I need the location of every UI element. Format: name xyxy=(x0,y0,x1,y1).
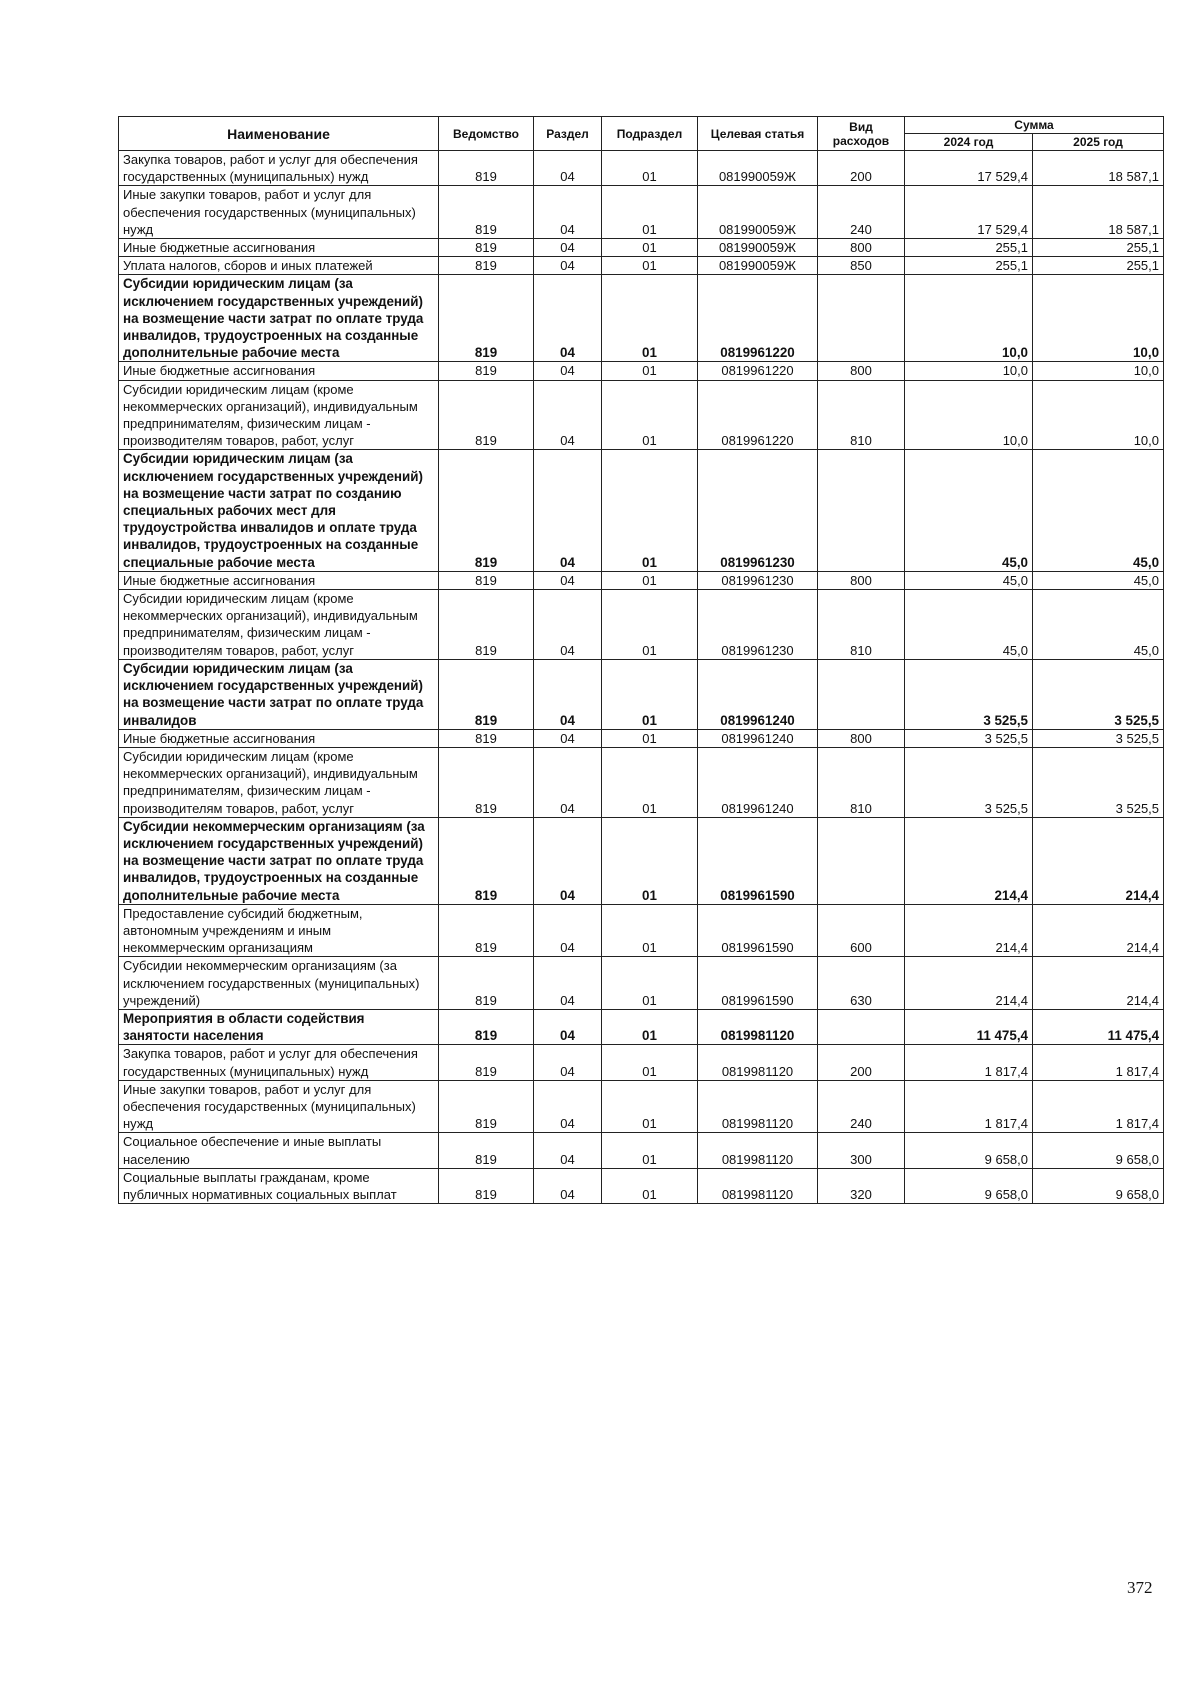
cell-sum-2025: 214,4 xyxy=(1033,904,1164,957)
cell-target-article: 0819961220 xyxy=(698,275,818,362)
table-row xyxy=(119,659,1164,729)
cell-subsection: 01 xyxy=(602,659,698,729)
header-name: Наименование xyxy=(119,117,439,151)
table-row xyxy=(119,257,1164,275)
cell-section: 04 xyxy=(534,1045,602,1080)
cell-sum-2024: 9 658,0 xyxy=(905,1168,1033,1203)
cell-name: Закупка товаров, работ и услуг для обеспечения государственных (муниципальных) нужд xyxy=(119,1045,439,1080)
table-row xyxy=(119,957,1164,1010)
cell-target-article: 0819981120 xyxy=(698,1168,818,1203)
cell-section: 04 xyxy=(534,450,602,571)
cell-section: 04 xyxy=(534,571,602,589)
cell-sum-2024: 45,0 xyxy=(905,590,1033,660)
cell-department: 819 xyxy=(439,380,534,450)
cell-expense-type: 200 xyxy=(818,151,905,186)
cell-expense-type: 200 xyxy=(818,1045,905,1080)
cell-name: Мероприятия в области содействия занятости населения xyxy=(119,1009,439,1044)
cell-target-article: 0819981120 xyxy=(698,1080,818,1133)
table-row xyxy=(119,1045,1164,1080)
cell-expense-type xyxy=(818,275,905,362)
cell-sum-2025: 214,4 xyxy=(1033,957,1164,1010)
cell-expense-type xyxy=(818,1009,905,1044)
cell-department: 819 xyxy=(439,1080,534,1133)
cell-target-article: 0819961230 xyxy=(698,571,818,589)
cell-target-article: 0819961240 xyxy=(698,747,818,817)
cell-expense-type: 810 xyxy=(818,590,905,660)
cell-expense-type: 800 xyxy=(818,239,905,257)
cell-expense-type: 630 xyxy=(818,957,905,1010)
cell-section: 04 xyxy=(534,151,602,186)
cell-name: Социальные выплаты гражданам, кроме публичных нормативных социальных выплат xyxy=(119,1168,439,1203)
cell-department: 819 xyxy=(439,957,534,1010)
cell-subsection: 01 xyxy=(602,747,698,817)
header-year-2025: 2025 год xyxy=(1033,134,1164,151)
cell-target-article: 0819961590 xyxy=(698,957,818,1010)
table-row xyxy=(119,275,1164,362)
cell-section: 04 xyxy=(534,239,602,257)
cell-expense-type xyxy=(818,450,905,571)
cell-section: 04 xyxy=(534,659,602,729)
cell-name: Субсидии юридическим лицам (кроме некоммерческих организаций), индивидуальным предпринимателям, физическим лицам - производителям товаров, работ, услуг xyxy=(119,590,439,660)
cell-name: Закупка товаров, работ и услуг для обеспечения государственных (муниципальных) нужд xyxy=(119,151,439,186)
cell-sum-2024: 255,1 xyxy=(905,257,1033,275)
cell-sum-2024: 214,4 xyxy=(905,957,1033,1010)
cell-department: 819 xyxy=(439,450,534,571)
cell-subsection: 01 xyxy=(602,257,698,275)
cell-name: Уплата налогов, сборов и иных платежей xyxy=(119,257,439,275)
cell-subsection: 01 xyxy=(602,571,698,589)
cell-subsection: 01 xyxy=(602,1045,698,1080)
cell-sum-2024: 1 817,4 xyxy=(905,1045,1033,1080)
table-row xyxy=(119,904,1164,957)
header-subsection: Подраздел xyxy=(602,117,698,151)
header-sum: Сумма xyxy=(905,117,1164,134)
table-row xyxy=(119,1133,1164,1168)
cell-section: 04 xyxy=(534,186,602,239)
cell-sum-2024: 45,0 xyxy=(905,450,1033,571)
cell-section: 04 xyxy=(534,729,602,747)
cell-section: 04 xyxy=(534,1009,602,1044)
cell-sum-2024: 17 529,4 xyxy=(905,186,1033,239)
table-row xyxy=(119,747,1164,817)
cell-sum-2024: 11 475,4 xyxy=(905,1009,1033,1044)
header-target-article: Целевая статья xyxy=(698,117,818,151)
cell-name: Иные бюджетные ассигнования xyxy=(119,571,439,589)
cell-sum-2025: 214,4 xyxy=(1033,817,1164,904)
cell-department: 819 xyxy=(439,186,534,239)
cell-department: 819 xyxy=(439,1045,534,1080)
cell-sum-2025: 18 587,1 xyxy=(1033,151,1164,186)
cell-sum-2025: 3 525,5 xyxy=(1033,729,1164,747)
cell-section: 04 xyxy=(534,1168,602,1203)
cell-subsection: 01 xyxy=(602,590,698,660)
cell-department: 819 xyxy=(439,257,534,275)
table-row xyxy=(119,380,1164,450)
header-department: Ведомство xyxy=(439,117,534,151)
cell-subsection: 01 xyxy=(602,1168,698,1203)
table-row xyxy=(119,151,1164,186)
cell-department: 819 xyxy=(439,817,534,904)
cell-sum-2025: 11 475,4 xyxy=(1033,1009,1164,1044)
cell-expense-type: 800 xyxy=(818,571,905,589)
cell-name: Субсидии юридическим лицам (за исключением государственных учреждений) на возмещение части затрат по оплате труда инвалидов, трудоустроенных на созданные дополнительные рабочие места xyxy=(119,275,439,362)
cell-expense-type: 800 xyxy=(818,362,905,380)
cell-section: 04 xyxy=(534,257,602,275)
cell-name: Иные бюджетные ассигнования xyxy=(119,362,439,380)
cell-expense-type: 810 xyxy=(818,380,905,450)
cell-target-article: 0819981120 xyxy=(698,1133,818,1168)
cell-target-article: 0819961590 xyxy=(698,904,818,957)
cell-subsection: 01 xyxy=(602,904,698,957)
table-row xyxy=(119,186,1164,239)
cell-name: Субсидии юридическим лицам (за исключением государственных учреждений) на возмещение части затрат по оплате труда инвалидов xyxy=(119,659,439,729)
cell-section: 04 xyxy=(534,362,602,380)
cell-sum-2025: 1 817,4 xyxy=(1033,1045,1164,1080)
cell-department: 819 xyxy=(439,1133,534,1168)
cell-sum-2024: 10,0 xyxy=(905,362,1033,380)
cell-expense-type: 300 xyxy=(818,1133,905,1168)
cell-target-article: 081990059Ж xyxy=(698,186,818,239)
cell-expense-type: 600 xyxy=(818,904,905,957)
cell-sum-2025: 3 525,5 xyxy=(1033,747,1164,817)
cell-sum-2025: 255,1 xyxy=(1033,239,1164,257)
cell-subsection: 01 xyxy=(602,186,698,239)
cell-sum-2024: 10,0 xyxy=(905,275,1033,362)
table-row xyxy=(119,450,1164,571)
cell-sum-2025: 10,0 xyxy=(1033,275,1164,362)
cell-name: Иные бюджетные ассигнования xyxy=(119,729,439,747)
cell-expense-type: 240 xyxy=(818,1080,905,1133)
cell-target-article: 081990059Ж xyxy=(698,151,818,186)
cell-department: 819 xyxy=(439,275,534,362)
cell-target-article: 0819961220 xyxy=(698,380,818,450)
cell-sum-2024: 10,0 xyxy=(905,380,1033,450)
cell-department: 819 xyxy=(439,747,534,817)
cell-expense-type: 800 xyxy=(818,729,905,747)
cell-subsection: 01 xyxy=(602,275,698,362)
table-row xyxy=(119,729,1164,747)
cell-sum-2024: 9 658,0 xyxy=(905,1133,1033,1168)
cell-sum-2024: 1 817,4 xyxy=(905,1080,1033,1133)
cell-section: 04 xyxy=(534,380,602,450)
cell-sum-2025: 45,0 xyxy=(1033,590,1164,660)
cell-target-article: 0819981120 xyxy=(698,1045,818,1080)
cell-name: Субсидии некоммерческим организациям (за исключением государственных (муниципальных) учреждений) xyxy=(119,957,439,1010)
cell-subsection: 01 xyxy=(602,817,698,904)
cell-name: Иные закупки товаров, работ и услуг для обеспечения государственных (муниципальных) нужд xyxy=(119,186,439,239)
table-row xyxy=(119,239,1164,257)
cell-target-article: 081990059Ж xyxy=(698,257,818,275)
cell-target-article: 0819961240 xyxy=(698,729,818,747)
cell-sum-2025: 10,0 xyxy=(1033,380,1164,450)
cell-sum-2024: 45,0 xyxy=(905,571,1033,589)
cell-target-article: 081990059Ж xyxy=(698,239,818,257)
cell-target-article: 0819961230 xyxy=(698,450,818,571)
cell-sum-2024: 255,1 xyxy=(905,239,1033,257)
cell-section: 04 xyxy=(534,747,602,817)
cell-sum-2025: 9 658,0 xyxy=(1033,1168,1164,1203)
table-row xyxy=(119,817,1164,904)
header-section: Раздел xyxy=(534,117,602,151)
cell-section: 04 xyxy=(534,1080,602,1133)
cell-sum-2025: 45,0 xyxy=(1033,571,1164,589)
cell-subsection: 01 xyxy=(602,1080,698,1133)
cell-section: 04 xyxy=(534,957,602,1010)
cell-name: Субсидии юридическим лицам (кроме некоммерческих организаций), индивидуальным предпринимателям, физическим лицам - производителям товаров, работ, услуг xyxy=(119,747,439,817)
cell-department: 819 xyxy=(439,1168,534,1203)
cell-target-article: 0819961590 xyxy=(698,817,818,904)
cell-target-article: 0819961220 xyxy=(698,362,818,380)
cell-department: 819 xyxy=(439,904,534,957)
table-row xyxy=(119,1080,1164,1133)
cell-subsection: 01 xyxy=(602,362,698,380)
cell-expense-type: 810 xyxy=(818,747,905,817)
cell-sum-2024: 17 529,4 xyxy=(905,151,1033,186)
cell-sum-2025: 9 658,0 xyxy=(1033,1133,1164,1168)
cell-sum-2024: 3 525,5 xyxy=(905,747,1033,817)
cell-sum-2024: 3 525,5 xyxy=(905,659,1033,729)
cell-section: 04 xyxy=(534,817,602,904)
table-body xyxy=(119,151,1164,1204)
cell-department: 819 xyxy=(439,729,534,747)
cell-department: 819 xyxy=(439,571,534,589)
cell-department: 819 xyxy=(439,362,534,380)
cell-name: Субсидии некоммерческим организациям (за исключением государственных учреждений) на возмещение части затрат по оплате труда инвалидов, трудоустроенных на созданные дополнительные рабочие места xyxy=(119,817,439,904)
cell-sum-2025: 1 817,4 xyxy=(1033,1080,1164,1133)
cell-name: Субсидии юридическим лицам (кроме некоммерческих организаций), индивидуальным предпринимателям, физическим лицам - производителям товаров, работ, услуг xyxy=(119,380,439,450)
cell-expense-type: 850 xyxy=(818,257,905,275)
cell-sum-2025: 10,0 xyxy=(1033,362,1164,380)
cell-department: 819 xyxy=(439,239,534,257)
cell-sum-2024: 214,4 xyxy=(905,904,1033,957)
page-number: 372 xyxy=(1127,1578,1153,1597)
cell-subsection: 01 xyxy=(602,1009,698,1044)
cell-department: 819 xyxy=(439,1009,534,1044)
header-expense-type: Вид расходов xyxy=(818,117,905,151)
cell-subsection: 01 xyxy=(602,729,698,747)
table-row xyxy=(119,590,1164,660)
cell-sum-2024: 214,4 xyxy=(905,817,1033,904)
cell-subsection: 01 xyxy=(602,239,698,257)
cell-expense-type: 320 xyxy=(818,1168,905,1203)
table-row xyxy=(119,571,1164,589)
cell-sum-2025: 255,1 xyxy=(1033,257,1164,275)
cell-target-article: 0819961240 xyxy=(698,659,818,729)
cell-name: Иные закупки товаров, работ и услуг для обеспечения государственных (муниципальных) нужд xyxy=(119,1080,439,1133)
cell-name: Субсидии юридическим лицам (за исключением государственных учреждений) на возмещение части затрат по созданию специальных рабочих мест для трудоустройства инвалидов и оплате труда инвалидов, трудоустроенных на созданные специальные рабочие места xyxy=(119,450,439,571)
cell-section: 04 xyxy=(534,1133,602,1168)
cell-section: 04 xyxy=(534,904,602,957)
cell-target-article: 0819961230 xyxy=(698,590,818,660)
table-row xyxy=(119,362,1164,380)
cell-name: Социальное обеспечение и иные выплаты населению xyxy=(119,1133,439,1168)
cell-expense-type xyxy=(818,659,905,729)
table-row xyxy=(119,1009,1164,1044)
cell-subsection: 01 xyxy=(602,957,698,1010)
cell-department: 819 xyxy=(439,590,534,660)
cell-section: 04 xyxy=(534,590,602,660)
cell-expense-type xyxy=(818,817,905,904)
header-year-2024: 2024 год xyxy=(905,134,1033,151)
cell-subsection: 01 xyxy=(602,1133,698,1168)
cell-subsection: 01 xyxy=(602,380,698,450)
cell-department: 819 xyxy=(439,659,534,729)
cell-subsection: 01 xyxy=(602,151,698,186)
cell-expense-type: 240 xyxy=(818,186,905,239)
cell-target-article: 0819981120 xyxy=(698,1009,818,1044)
cell-sum-2025: 3 525,5 xyxy=(1033,659,1164,729)
cell-sum-2025: 45,0 xyxy=(1033,450,1164,571)
cell-section: 04 xyxy=(534,275,602,362)
budget-table xyxy=(118,116,1164,1204)
cell-subsection: 01 xyxy=(602,450,698,571)
cell-sum-2025: 18 587,1 xyxy=(1033,186,1164,239)
table-row xyxy=(119,1168,1164,1203)
cell-name: Иные бюджетные ассигнования xyxy=(119,239,439,257)
cell-sum-2024: 3 525,5 xyxy=(905,729,1033,747)
cell-department: 819 xyxy=(439,151,534,186)
cell-name: Предоставление субсидий бюджетным, автономным учреждениям и иным некоммерческим организациям xyxy=(119,904,439,957)
